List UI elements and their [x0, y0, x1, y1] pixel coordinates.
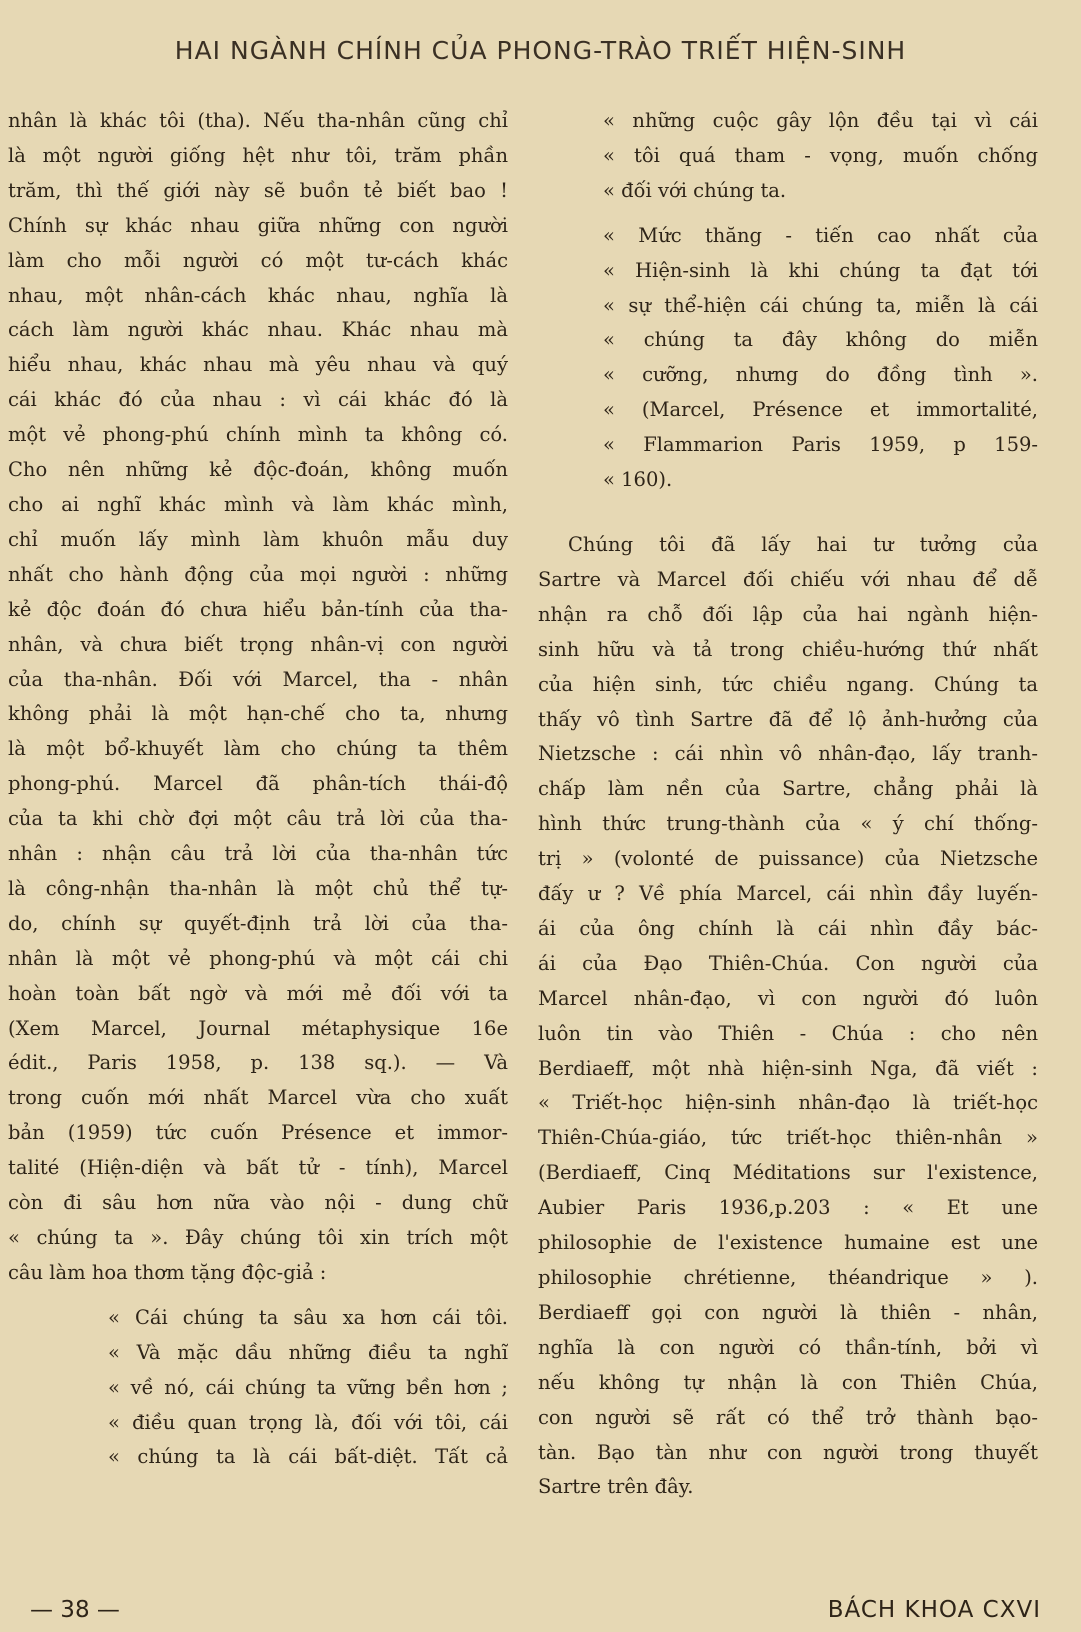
text-line: còn đi sâu hơn nữa vào nội - dung chữ — [8, 1191, 508, 1215]
text-line: cho ai nghĩ khác mình và làm khác mình, — [8, 492, 508, 516]
text-line: hình thức trung-thành của « ý chí thống- — [538, 812, 1038, 836]
text-line: Sartre trên đây. — [538, 1475, 694, 1499]
text-line: hoàn toàn bất ngờ và mới mẻ đối với ta — [8, 981, 508, 1005]
text-line: philosophie chrétienne, théandrique » ). — [538, 1266, 1038, 1289]
text-line: đấy ư ? Về phía Marcel, cái nhìn đầy luyến- — [538, 882, 1038, 906]
text-line: Berdiaeff, một nhà hiện-sinh Nga, đã viết : — [538, 1056, 1038, 1080]
text-line: của hiện sinh, tức chiều ngang. Chúng ta — [538, 672, 1038, 696]
text-line: « 160). — [603, 468, 673, 492]
text-line: « điều quan trọng là, đối với tôi, cái — [108, 1410, 508, 1434]
text-line: một vẻ phong-phú chính mình ta không có. — [8, 423, 508, 447]
text-line: luôn tin vào Thiên - Chúa : cho nên — [538, 1021, 1038, 1045]
text-line: nhân là khác tôi (tha). Nếu tha-nhân cũng chỉ — [8, 109, 508, 132]
text-line: Marcel nhân-đạo, vì con người đó luôn — [538, 986, 1038, 1010]
text-line: Chính sự khác nhau giữa những con người — [8, 213, 508, 237]
magazine-title: BÁCH KHOA CXVI — [827, 1597, 1041, 1623]
text-line: Sartre và Marcel đối chiếu với nhau để dễ — [538, 567, 1038, 591]
left-quotation — [8, 1301, 508, 1476]
text-line: « những cuộc gây lộn đều tại vì cái — [603, 109, 1038, 132]
text-line: trị » (volonté de puissance) của Nietzsche — [538, 847, 1038, 871]
text-line: nếu không tự nhận là con Thiên Chúa, — [538, 1370, 1038, 1394]
text-line: « Flammarion Paris 1959, p 159- — [603, 433, 1038, 457]
text-line: do, chính sự quyết-định trả lời của tha- — [8, 911, 508, 935]
text-line: thấy vô tình Sartre đã để lộ ảnh-hưởng của — [538, 707, 1038, 731]
text-line: Nietzsche : cái nhìn vô nhân-đạo, lấy tranh- — [538, 742, 1038, 766]
text-line: talité (Hiện-diện và bất tử - tính), Marcel — [8, 1156, 508, 1180]
right-body-text — [538, 528, 1038, 1505]
text-line: cách làm người khác nhau. Khác nhau mà — [8, 318, 508, 342]
text-line: « (Marcel, Présence et immortalité, — [603, 398, 1038, 422]
text-line: chấp làm nền của Sartre, chẳng phải là — [538, 777, 1038, 801]
text-line: édit., Paris 1958, p. 138 sq.). — Và — [8, 1051, 508, 1075]
text-line: của ta khi chờ đợi một câu trả lời của tha- — [8, 807, 508, 831]
text-line: làm cho mỗi người có một tư-cách khác — [8, 248, 508, 272]
right-quotation-second-paragraph — [538, 219, 1038, 498]
text-line: nhân là một vẻ phong-phú và một cái chi — [8, 946, 508, 970]
text-line: của tha-nhân. Đối với Marcel, tha - nhân — [8, 667, 508, 691]
text-line: « Mức thăng - tiến cao nhất của — [603, 223, 1038, 247]
text-line: « về nó, cái chúng ta vững bền hơn ; — [108, 1375, 508, 1399]
text-line: là công-nhận tha-nhân là một chủ thể tự- — [8, 876, 508, 900]
text-line: là một người giống hệt như tôi, trăm phần — [8, 143, 508, 167]
text-line: hiểu nhau, khác nhau mà yêu nhau và quý — [8, 353, 508, 377]
text-line: không phải là một hạn-chế cho ta, nhưng — [8, 702, 508, 726]
text-line: nhất cho hành động của mọi người : những — [8, 562, 508, 586]
text-line: kẻ độc đoán đó chưa hiểu bản-tính của tha- — [8, 597, 508, 621]
text-line: « tôi quá tham - vọng, muốn chống — [603, 143, 1038, 167]
text-line: Chúng tôi đã lấy hai tư tưởng của — [568, 532, 1038, 556]
text-line: phong-phú. Marcel đã phân-tích thái-độ — [8, 772, 508, 796]
text-line: cái khác đó của nhau : vì cái khác đó là — [8, 388, 508, 412]
page-number: — 38 — — [30, 1597, 120, 1623]
text-line: là một bổ-khuyết làm cho chúng ta thêm — [8, 737, 508, 761]
text-line: « chúng ta là cái bất-diệt. Tất cả — [108, 1445, 508, 1469]
text-line: Thiên-Chúa-giáo, tức triết-học thiên-nhân » — [538, 1126, 1038, 1150]
text-line: « Cái chúng ta sâu xa hơn cái tôi. — [108, 1305, 508, 1329]
text-line: ái của ông chính là cái nhìn đầy bác- — [538, 916, 1038, 940]
text-line: tàn. Bạo tàn như con người trong thuyết — [538, 1440, 1038, 1464]
text-line: nghĩa là con người có thần-tính, bởi vì — [538, 1335, 1038, 1359]
text-line: nhận ra chỗ đối lập của hai ngành hiện- — [538, 602, 1038, 626]
right-quotation-continued — [538, 104, 1038, 209]
text-line: nhân : nhận câu trả lời của tha-nhân tức — [8, 842, 508, 866]
text-line: (Xem Marcel, Journal métaphysique 16e — [8, 1016, 508, 1040]
text-line: chỉ muốn lấy mình làm khuôn mẫu duy — [8, 527, 508, 551]
text-line: trăm, thì thế giới này sẽ buồn tẻ biết bao ! — [8, 178, 508, 202]
text-line: bản (1959) tức cuốn Présence et immor- — [8, 1121, 508, 1145]
text-line: Berdiaeff gọi con người là thiên - nhân, — [538, 1300, 1038, 1324]
text-line: « đối với chúng ta. — [603, 178, 787, 202]
text-line: Cho nên những kẻ độc-đoán, không muốn — [8, 458, 508, 482]
text-line: « Hiện-sinh là khi chúng ta đạt tới — [603, 258, 1038, 282]
running-header: HAI NGÀNH CHÍNH CỦA PHONG-TRÀO TRIẾT HIỆN-SINH — [174, 36, 907, 65]
text-line: « sự thể-hiện cái chúng ta, miễn là cái — [603, 293, 1038, 317]
left-body-text — [8, 104, 508, 1291]
text-line: sinh hữu và tả trong chiều-hướng thứ nhất — [538, 637, 1038, 661]
text-line: (Berdiaeff, Cinq Méditations sur l'existence, — [538, 1161, 1038, 1185]
text-line: « cưỡng, nhưng do đồng tình ». — [603, 363, 1038, 387]
text-line: Aubier Paris 1936,p.203 : « Et une — [538, 1196, 1038, 1220]
text-line: nhau, một nhân-cách khác nhau, nghĩa là — [8, 283, 508, 307]
left-column — [8, 104, 508, 1475]
text-line: « Triết-học hiện-sinh nhân-đạo là triết-học — [538, 1091, 1038, 1115]
text-line: « chúng ta đây không do miễn — [603, 328, 1038, 352]
text-line: « Và mặc dầu những điều ta nghĩ — [108, 1340, 508, 1364]
text-line: ái của Đạo Thiên-Chúa. Con người của — [538, 951, 1038, 975]
text-line: trong cuốn mới nhất Marcel vừa cho xuất — [8, 1086, 508, 1110]
text-line: câu làm hoa thơm tặng độc-giả : — [8, 1260, 327, 1284]
text-line: philosophie de l'existence humaine est une — [538, 1231, 1038, 1255]
right-column — [538, 104, 1038, 1505]
text-line: « chúng ta ». Đây chúng tôi xin trích một — [8, 1226, 508, 1249]
text-line: con người sẽ rất có thể trở thành bạo- — [538, 1405, 1038, 1429]
text-line: nhân, và chưa biết trọng nhân-vị con người — [8, 632, 508, 656]
